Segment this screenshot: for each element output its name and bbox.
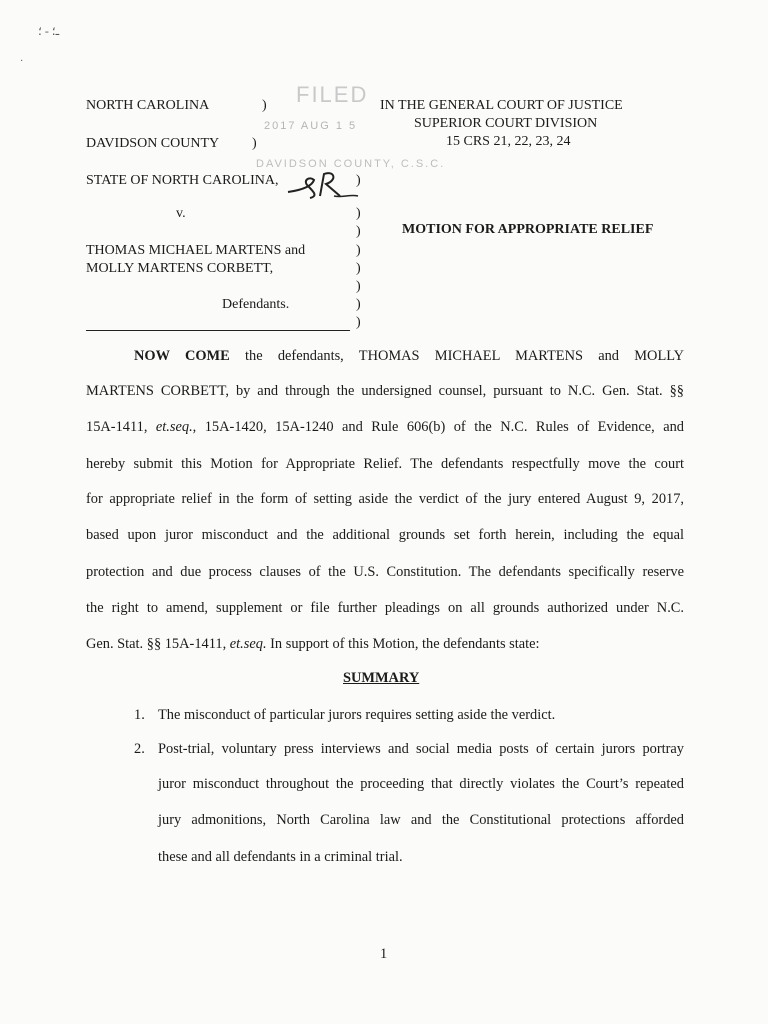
caption-paren: )	[356, 173, 361, 188]
summary-heading: SUMMARY	[343, 670, 420, 686]
caption-paren: )	[356, 243, 361, 258]
intro-line-8: the right to amend, supplement or file further pleadings on all grounds authorized under N.C.	[86, 600, 684, 616]
intro-line-9-em: et.seq.	[229, 636, 267, 652]
handwritten-initials	[284, 166, 364, 206]
summary-item-number: 2.	[134, 741, 145, 757]
filed-stamp: FILED	[296, 82, 369, 107]
filed-stamp-office: DAVIDSON COUNTY, C.S.C.	[256, 158, 446, 170]
intro-line	[134, 348, 684, 365]
caption-plaintiff: STATE OF NORTH CAROLINA,	[86, 173, 279, 188]
motion-title: MOTION FOR APPROPRIATE RELIEF	[402, 222, 654, 237]
caption-paren: )	[356, 261, 361, 276]
caption-paren: )	[356, 206, 361, 221]
caption-paren: )	[356, 315, 361, 330]
caption-versus: v.	[176, 206, 186, 221]
court-line-2: SUPERIOR COURT DIVISION	[414, 116, 598, 131]
summary-item-2-line-3: jury admonitions, North Carolina law and the Constitutional protections afforded	[158, 812, 684, 828]
intro-lead: NOW COME	[134, 348, 230, 364]
court-line-1: IN THE GENERAL COURT OF JUSTICE	[380, 98, 623, 113]
intro-line-3	[86, 419, 684, 436]
summary-item-1-line-1: The misconduct of particular jurors requires setting aside the verdict.	[158, 707, 556, 723]
filed-stamp-date: 2017 AUG 1 5	[264, 120, 358, 132]
defendant-line-1: THOMAS MICHAEL MARTENS and	[86, 243, 306, 258]
summary-item-2-line-1: Post-trial, voluntary press interviews and social media posts of certain jurors portray	[158, 741, 684, 757]
intro-line-9	[86, 636, 540, 653]
defendants-label: Defendants.	[222, 297, 290, 312]
caption-state: NORTH CAROLINA	[86, 98, 210, 113]
caption-paren: )	[252, 136, 257, 151]
intro-line-2: MARTENS CORBETT, by and through the undersigned counsel, pursuant to N.C. Gen. Stat. §§	[86, 383, 684, 399]
intro-line-9-b: In support of this Motion, the defendants state:	[266, 636, 540, 652]
caption-county: DAVIDSON COUNTY	[86, 136, 220, 151]
intro-line-3-em: et.seq.	[155, 419, 193, 435]
summary-item-2-line-2: juror misconduct throughout the proceeding that directly violates the Court’s repeated	[158, 776, 684, 792]
caption-paren: )	[356, 224, 361, 239]
caption-paren: )	[262, 98, 267, 113]
intro-line-4: hereby submit this Motion for Appropriate Relief. The defendants respectfully move the court	[86, 456, 684, 472]
defendant-line-2: MOLLY MARTENS CORBETT,	[86, 261, 274, 276]
intro-line-3-a: 15A-1411,	[86, 419, 148, 435]
intro-line-9-a: Gen. Stat. §§ 15A-1411,	[86, 636, 227, 652]
page-number: 1	[380, 946, 388, 962]
caption-rule	[86, 330, 350, 331]
intro-line-6: based upon juror misconduct and the additional grounds set forth herein, including the equal	[86, 527, 684, 543]
caption-paren: )	[356, 297, 361, 312]
intro-line-7: protection and due process clauses of the U.S. Constitution. The defendants specifically reserve	[86, 564, 684, 580]
intro-line-3-b: , 15A-1420, 15A-1240 and Rule 606(b) of the N.C. Rules of Evidence, and	[192, 419, 684, 435]
intro-line-1: the defendants, THOMAS MICHAEL MARTENS and MOLLY	[245, 348, 684, 364]
summary-item-2-line-4: these and all defendants in a criminal trial.	[158, 849, 403, 865]
scan-mark: ـ؛ ‑ ؛	[38, 24, 60, 38]
summary-item-number: 1.	[134, 707, 145, 723]
file-numbers: 15 CRS 21, 22, 23, 24	[446, 134, 571, 149]
intro-line-5: for appropriate relief in the form of setting aside the verdict of the jury entered August 9, 2017,	[86, 491, 684, 507]
scan-dot: ·	[20, 56, 24, 67]
caption-paren: )	[356, 279, 361, 294]
